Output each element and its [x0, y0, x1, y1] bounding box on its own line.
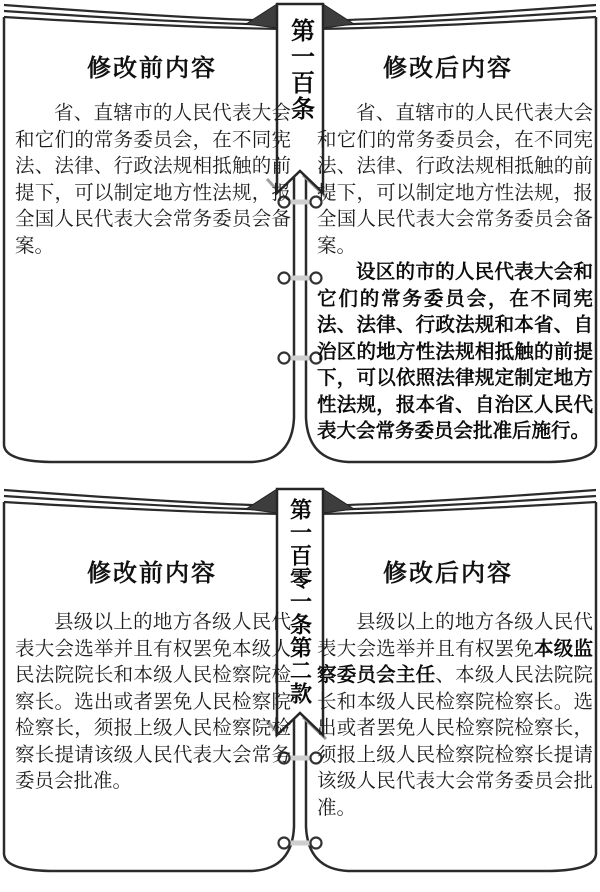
ribbon-fold — [246, 4, 277, 28]
ribbon-fold — [246, 489, 277, 513]
before-title: 修改前内容 — [87, 560, 217, 587]
ribbon-fold — [323, 4, 354, 28]
after-title: 修改后内容 — [383, 560, 513, 587]
binder-ring — [279, 838, 322, 849]
ribbon-fold — [323, 489, 354, 513]
before-paragraph: 县级以上的地方各级人民代表大会选举并且有权罢免本级人民法院院长和本级人民检察院检察长。选出或者罢免人民检察院检察长，须报上级人民检察院检察长提请该级人民代表大会常务委员会批准。 — [15, 611, 291, 792]
after-text-highlight: 本级监察委员会主任 — [317, 637, 593, 686]
article-number-ribbon: 第一百零一条第二款 — [287, 497, 313, 705]
before-text — [15, 100, 291, 259]
after-text — [317, 609, 593, 821]
before-title: 修改前内容 — [87, 55, 217, 82]
before-text — [15, 609, 291, 795]
after-paragraph — [317, 609, 593, 821]
binder-ring — [279, 353, 322, 364]
spread-article-101-2 — [0, 485, 600, 892]
after-paragraph-new: 设区的市的人民代表大会和它们的常务委员会，在不同宪法、法律、行政法规和本省、自治区的地方性法规相抵触的前提下，可以依照法律规定制定地方性法规，报本省、自治区人民代表大会常务委员会批准后施行。 — [317, 261, 593, 442]
article-number-ribbon: 第一百条 — [286, 18, 314, 122]
after-text-regular: 、本级人民法院院长和本级人民检察院检察长。选出或者罢免人民检察院检察长，须报上级人民检察院检察长提请该级人民代表大会常务委员会批准。 — [317, 664, 593, 819]
after-paragraph: 省、直辖市的人民代表大会和它们的常务委员会，在不同宪法、法律、行政法规相抵触的前提下，可以制定地方性法规，报全国人民代表大会常务委员会备案。 — [317, 102, 593, 257]
after-text-regular: 县级以上的地方各级人民代表大会选举并且有权罢免 — [317, 611, 593, 660]
before-paragraph: 省、直辖市的人民代表大会和它们的常务委员会，在不同宪法、法律、行政法规相抵触的前提下，可以制定地方性法规，报全国人民代表大会常务委员会备案。 — [15, 102, 291, 257]
after-title: 修改后内容 — [383, 55, 513, 82]
binder-ring — [279, 273, 322, 284]
after-text — [317, 100, 593, 445]
